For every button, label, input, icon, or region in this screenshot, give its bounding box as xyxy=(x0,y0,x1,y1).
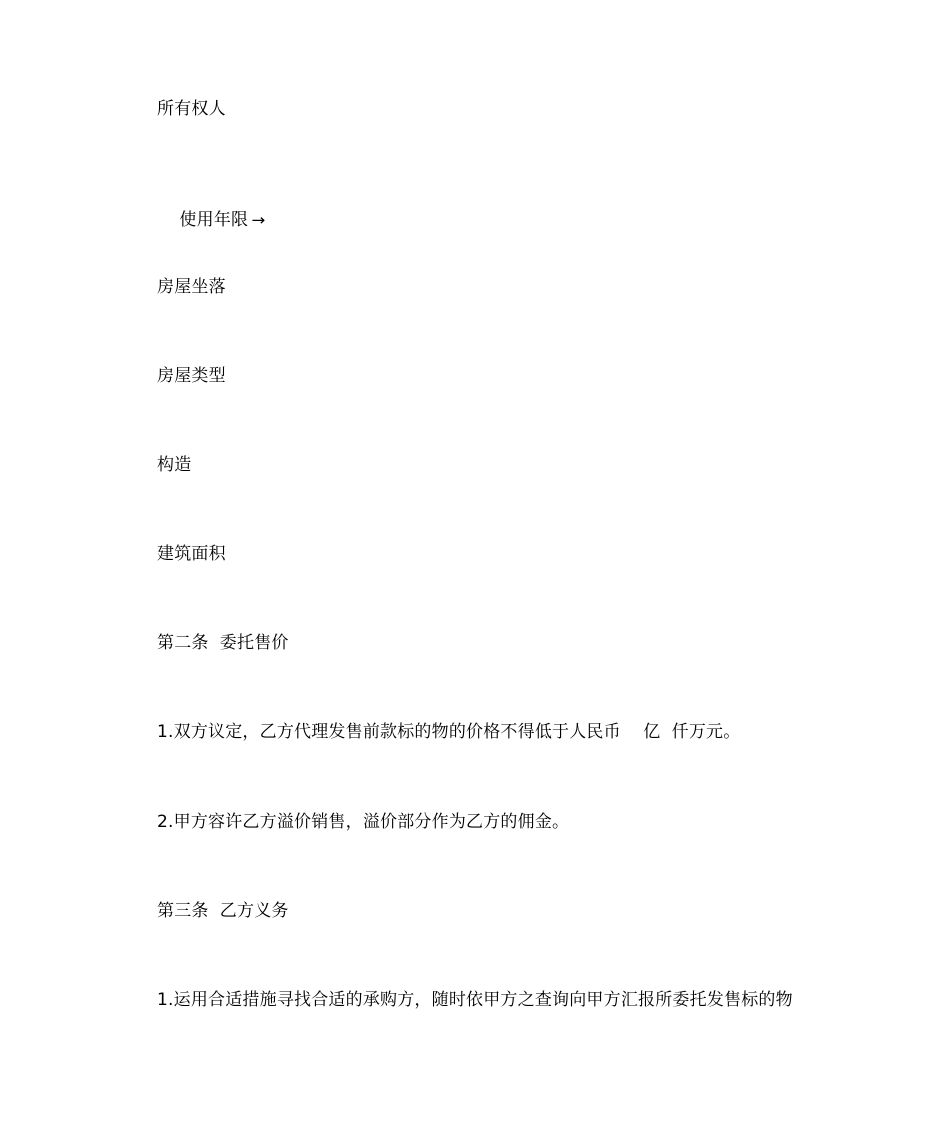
article-3-clause-1: 1.运用合适措施寻找合适的承购方，随时依甲方之查询向甲方汇报所委托发售标的物 xyxy=(157,990,793,1010)
field-usage-term-label: 使用年限 xyxy=(179,210,249,230)
field-house-location: 房屋坐落 xyxy=(157,277,226,297)
arrow-icon: → xyxy=(251,211,266,229)
field-house-type: 房屋类型 xyxy=(157,366,226,386)
field-usage-term xyxy=(157,187,265,253)
field-structure: 构造 xyxy=(157,455,192,475)
article-3-heading: 第三条 乙方义务 xyxy=(157,901,289,921)
article-2-clause-2: 2.甲方容许乙方溢价销售，溢价部分作为乙方的佣金。 xyxy=(157,812,570,832)
field-owner: 所有权人 xyxy=(157,99,226,119)
article-2-clause-1: 1.双方议定，乙方代理发售前款标的物的价格不得低于人民币 亿 仟万元。 xyxy=(157,722,741,742)
article-2-heading: 第二条 委托售价 xyxy=(157,633,289,653)
field-building-area: 建筑面积 xyxy=(157,544,226,564)
